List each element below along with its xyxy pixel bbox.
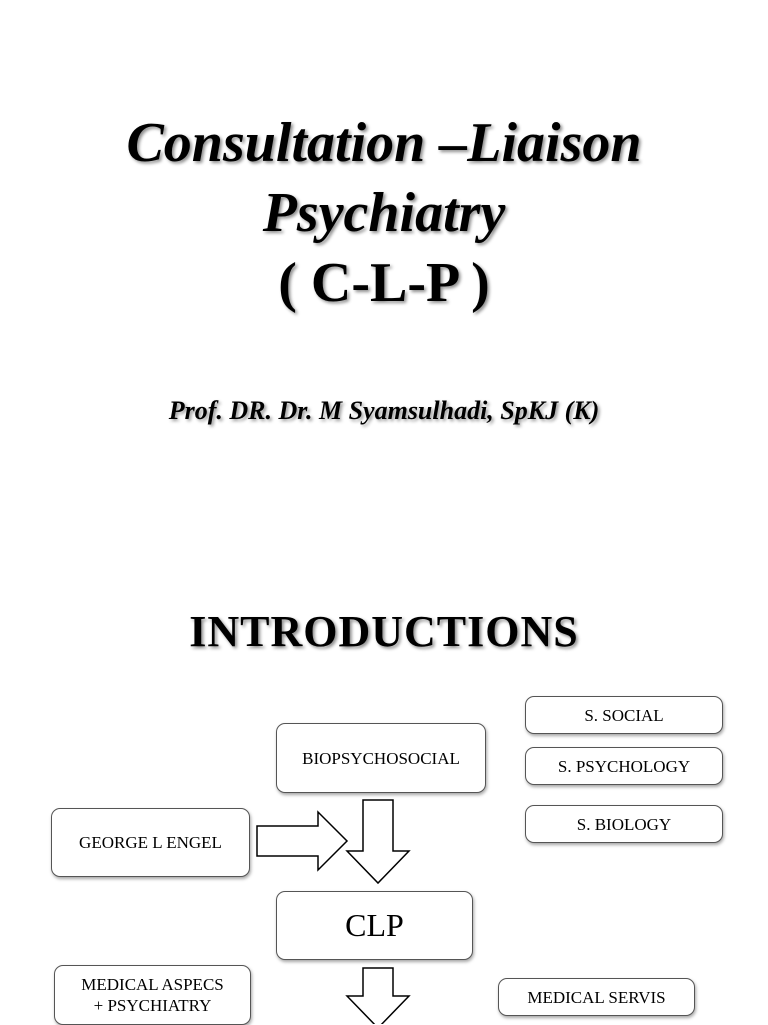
- box-george-l-engel: GEORGE L ENGEL: [51, 808, 250, 877]
- slide-heading: INTRODUCTIONS: [189, 607, 579, 656]
- box-biopsychosocial: BIOPSYCHOSOCIAL: [276, 723, 486, 793]
- right-arrow-icon: [257, 812, 347, 870]
- title-line-2: Psychiatry: [262, 182, 506, 244]
- medical-aspecs-line-2: + PSYCHIATRY: [93, 996, 212, 1015]
- title-line-1: Consultation –Liaison: [126, 112, 642, 174]
- box-medical-aspecs: [54, 965, 251, 1025]
- box-medical-servis: MEDICAL SERVIS: [498, 978, 695, 1016]
- down-arrow-lower-icon: [347, 968, 409, 1024]
- medical-aspecs-line-1: MEDICAL ASPECS: [81, 975, 224, 994]
- box-s-psychology: S. PSYCHOLOGY: [525, 747, 723, 785]
- box-s-social: S. SOCIAL: [525, 696, 723, 734]
- author-name: Prof. DR. Dr. M Syamsulhadi, SpKJ (K): [168, 396, 600, 425]
- title-line-3: ( C-L-P ): [278, 252, 490, 314]
- slide-title-text: [0, 108, 768, 318]
- down-arrow-icon: [347, 800, 409, 883]
- box-s-biology: S. BIOLOGY: [525, 805, 723, 843]
- box-clp: CLP: [276, 891, 473, 960]
- slide-introductions: [0, 560, 768, 1024]
